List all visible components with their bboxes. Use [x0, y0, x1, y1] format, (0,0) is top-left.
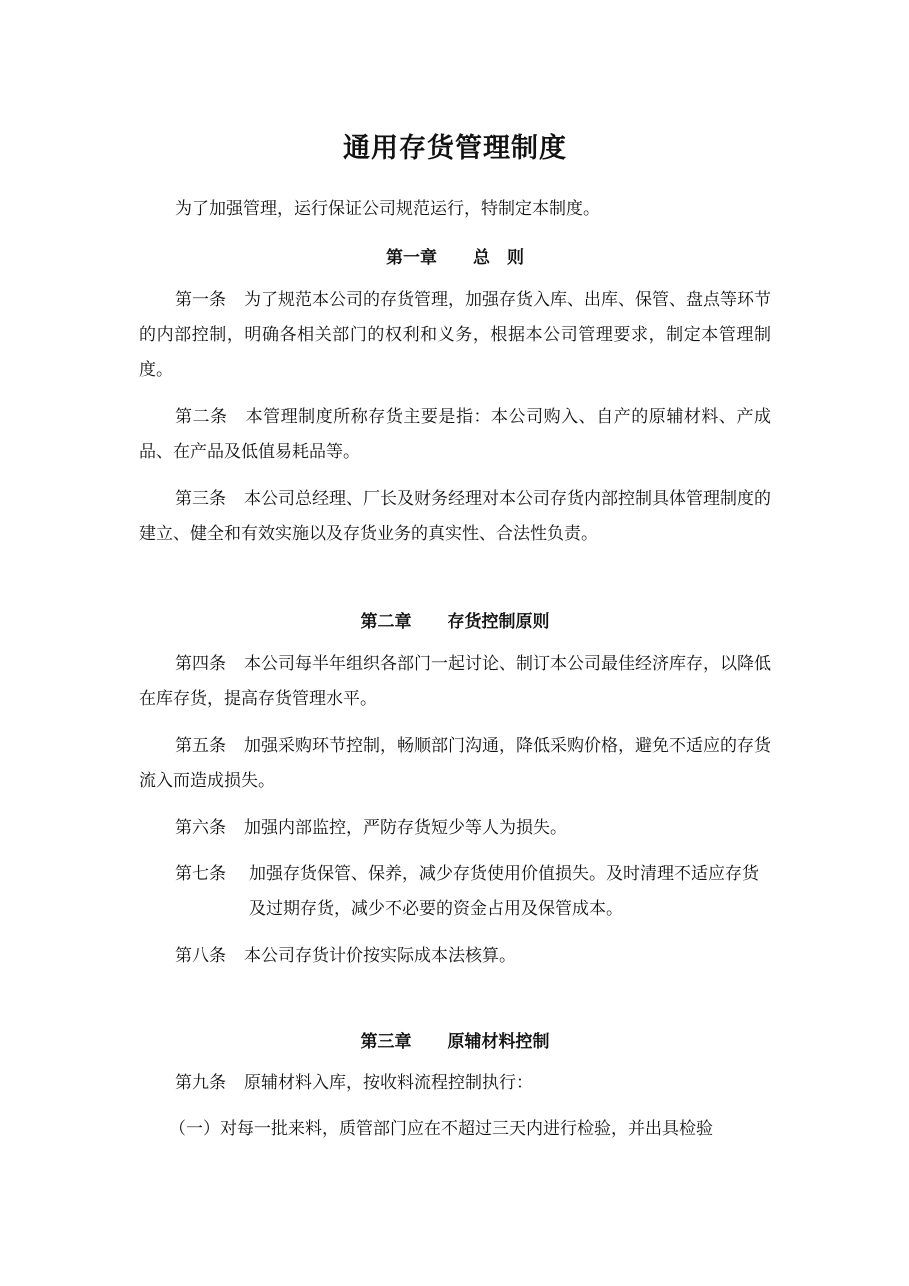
article-5: [139, 729, 771, 799]
article-7: [175, 857, 771, 927]
article-text: 为了规范本公司的存货管理，加强存货入库、出库、保管、盘点等环节的内部控制，明确各相关部门的权利和义务，根据本公司管理要求，制定本管理制度。: [139, 290, 771, 380]
chapter-number: 第一章: [386, 248, 437, 268]
article-number: 第二条: [175, 407, 228, 427]
article-9: [139, 1066, 771, 1101]
article-number: 第七条: [175, 864, 226, 884]
chapter-name: 原辅材料控制: [447, 1032, 550, 1052]
chapter-number: 第二章: [360, 612, 412, 632]
article-text: 加强采购环节控制，畅顺部门沟通，降低采购价格，避免不适应的存货流入而造成损失。: [139, 736, 771, 791]
chapter-heading-2: [139, 607, 771, 632]
article-text: 加强内部监控，严防存货短少等人为损失。: [244, 818, 567, 838]
article-text: 加强存货保管、保养，减少存货使用价值损失。及时清理不适应存货及过期存货，减少不必要的资金占用及保管成本。: [249, 864, 759, 919]
chapter-heading-1: [139, 243, 771, 268]
article-number: 第三条: [175, 489, 226, 509]
article-4: [139, 647, 771, 717]
intro-paragraph: 为了加强管理，运行保证公司规范运行，特制定本制度。: [175, 199, 600, 219]
chapter-number: 第三章: [360, 1032, 412, 1052]
article-number: 第九条: [175, 1073, 226, 1093]
article-3: [139, 482, 771, 552]
article-2: [139, 400, 771, 470]
article-text: 原辅材料入库，按收料流程控制执行：: [244, 1073, 533, 1093]
article-text: 本公司总经理、厂长及财务经理对本公司存货内部控制具体管理制度的建立、健全和有效实施以及存货业务的真实性、合法性负责。: [139, 489, 771, 544]
article-number: 第八条: [175, 946, 226, 966]
article-number: 第一条: [175, 290, 226, 310]
article-8: [139, 939, 771, 974]
document-title: 通用存货管理制度: [343, 133, 567, 164]
article-1: [139, 283, 771, 388]
article-text: 本管理制度所称存货主要是指：本公司购入、自产的原辅材料、产成品、在产品及低值易耗品等。: [139, 407, 771, 462]
article-number: 第六条: [175, 818, 226, 838]
article-text: 本公司每半年组织各部门一起讨论、制订本公司最佳经济库存，以降低在库存货，提高存货管理水平。: [139, 654, 771, 709]
article-number: 第四条: [175, 654, 226, 674]
clause-1: （一）对每一批来料，质管部门应在不超过三天内进行检验，并出具检验: [169, 1119, 713, 1139]
chapter-heading-3: [139, 1027, 771, 1052]
article-number: 第五条: [175, 736, 226, 756]
article-text: 本公司存货计价按实际成本法核算。: [244, 946, 516, 966]
chapter-name: 存货控制原则: [447, 612, 550, 632]
article-6: [139, 811, 771, 846]
chapter-name: 总 则: [473, 248, 524, 268]
